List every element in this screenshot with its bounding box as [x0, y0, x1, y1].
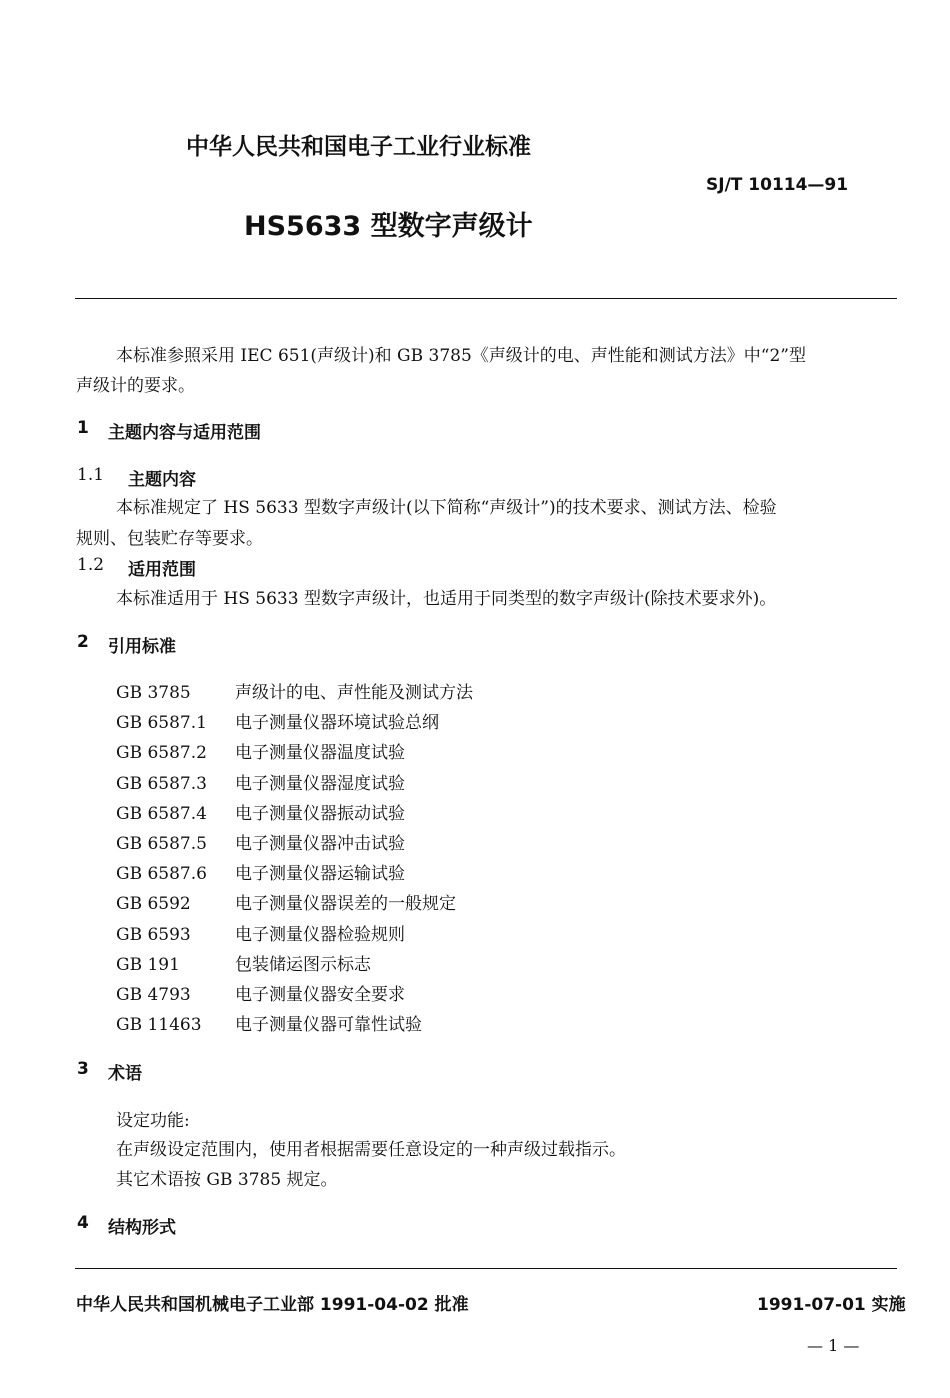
intro-line-2: 声级计的要求。 — [76, 376, 195, 396]
approval-line: 中华人民共和国机械电子工业部 1991-04-02 批准 — [76, 1295, 469, 1315]
reference-title: 电子测量仪器运输试验 — [235, 864, 405, 885]
reference-code: GB 6587.1 — [116, 713, 207, 734]
reference-row — [116, 829, 405, 854]
reference-row — [116, 738, 405, 763]
document-title: HS5633 型数字声级计 — [244, 211, 533, 242]
section-1-1-number: 1.1 — [77, 465, 105, 485]
reference-row — [116, 859, 405, 884]
section-4-number: 4 — [77, 1213, 89, 1233]
section-1-heading: 主题内容与适用范围 — [108, 423, 261, 443]
reference-title: 电子测量仪器冲击试验 — [235, 834, 405, 854]
reference-code: GB 6587.6 — [116, 864, 207, 885]
reference-code: GB 6587.5 — [116, 834, 207, 854]
section-3-line-3: 其它术语按 GB 3785 规定。 — [116, 1170, 338, 1190]
reference-row — [116, 980, 405, 1005]
section-1-2-heading: 适用范围 — [128, 560, 196, 580]
section-3-number: 3 — [77, 1059, 89, 1079]
org-title: 中华人民共和国电子工业行业标准 — [186, 134, 531, 160]
page-number: — 1 — — [807, 1336, 860, 1355]
section-1-number: 1 — [77, 418, 89, 438]
reference-code: GB 6592 — [116, 894, 191, 915]
reference-row — [116, 799, 405, 824]
reference-row — [116, 678, 473, 703]
section-1-1-heading: 主题内容 — [128, 470, 196, 490]
reference-title: 声级计的电、声性能及测试方法 — [235, 683, 473, 703]
section-2-heading: 引用标准 — [108, 637, 176, 657]
reference-code: GB 6587.3 — [116, 773, 207, 794]
reference-title: 电子测量仪器振动试验 — [235, 803, 405, 824]
effective-date: 1991-07-01 实施 — [757, 1295, 906, 1315]
reference-code: GB 6587.2 — [116, 743, 207, 764]
section-2-number: 2 — [77, 632, 89, 652]
reference-row — [116, 889, 456, 914]
standard-number: SJ/T 10114—91 — [706, 175, 849, 195]
reference-code: GB 191 — [116, 954, 180, 975]
section-1-1-line-1: 本标准规定了 HS 5633 型数字声级计(以下简称“声级计”)的技术要求、测试方法、检验 — [116, 498, 777, 518]
section-1-1-line-2: 规则、包装贮存等要求。 — [76, 529, 263, 549]
header-divider — [75, 298, 897, 299]
reference-title: 包装储运图示标志 — [235, 954, 371, 975]
reference-title: 电子测量仪器湿度试验 — [235, 773, 405, 794]
reference-row — [116, 708, 439, 733]
reference-row — [116, 920, 405, 945]
reference-code: GB 6587.4 — [116, 803, 207, 824]
reference-code: GB 4793 — [116, 985, 191, 1005]
reference-title: 电子测量仪器可靠性试验 — [235, 1015, 422, 1036]
intro-line-1: 本标准参照采用 IEC 651(声级计)和 GB 3785《声级计的电、声性能和测试方法》中“2”型 — [116, 346, 806, 366]
reference-row — [116, 950, 371, 975]
section-3-line-2: 在声级设定范围内，使用者根据需要任意设定的一种声级过载指示。 — [116, 1140, 626, 1160]
section-3-heading: 术语 — [108, 1064, 142, 1084]
footer-divider — [75, 1268, 897, 1269]
reference-row — [116, 769, 405, 794]
section-1-2-line-1: 本标准适用于 HS 5633 型数字声级计，也适用于同类型的数字声级计(除技术要求外)。 — [116, 589, 777, 609]
reference-title: 电子测量仪器检验规则 — [235, 924, 405, 945]
section-4-heading: 结构形式 — [108, 1218, 176, 1238]
reference-title: 电子测量仪器温度试验 — [235, 743, 405, 764]
reference-title: 电子测量仪器环境试验总纲 — [235, 713, 439, 734]
section-3-line-1: 设定功能: — [116, 1111, 190, 1131]
reference-code: GB 3785 — [116, 683, 191, 703]
reference-title: 电子测量仪器安全要求 — [235, 985, 405, 1005]
reference-row — [116, 1010, 422, 1035]
reference-code: GB 6593 — [116, 924, 191, 945]
reference-code: GB 11463 — [116, 1015, 202, 1036]
section-1-2-number: 1.2 — [77, 555, 105, 575]
reference-title: 电子测量仪器误差的一般规定 — [235, 894, 456, 915]
